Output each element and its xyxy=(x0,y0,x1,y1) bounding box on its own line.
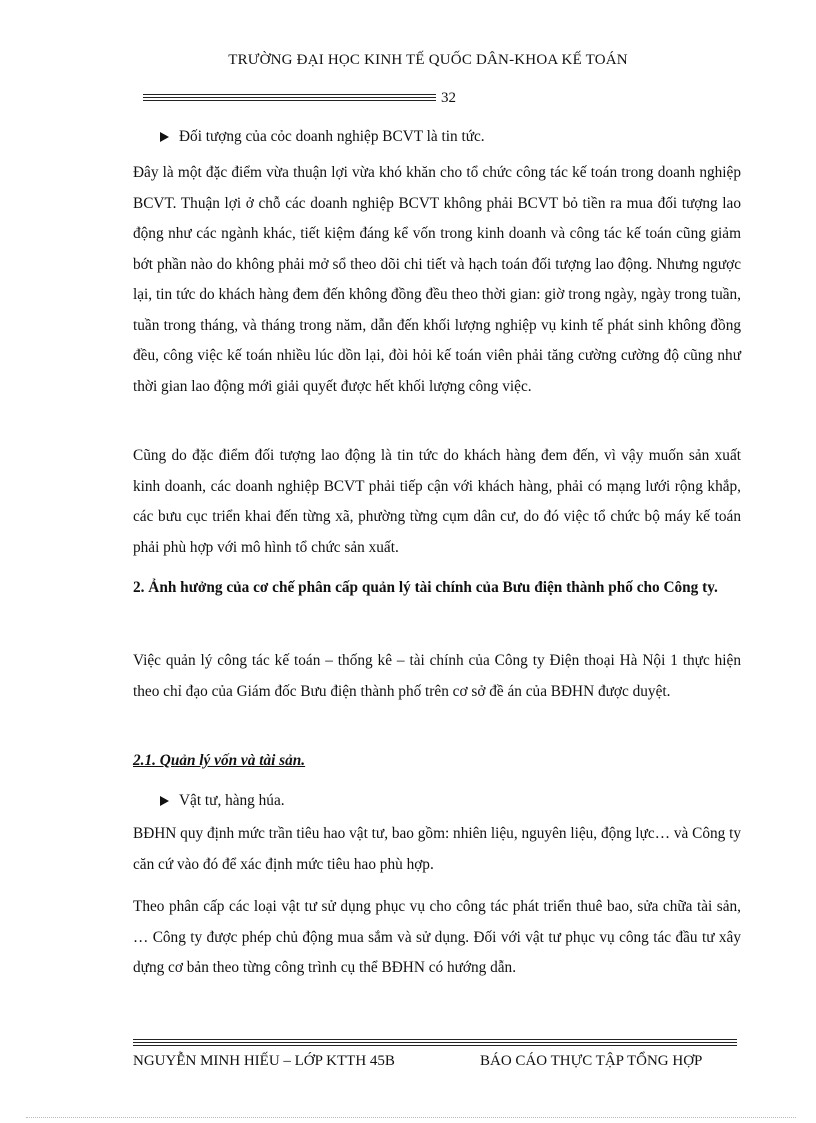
bullet-item xyxy=(160,790,285,812)
subsection-heading: 2.1. Quản lý vốn và tài sản. xyxy=(133,752,306,769)
paragraph: Việc quản lý công tác kế toán – thống kê – tài chính của Công ty Điện thoại Hà Nội 1 thực hiện theo chỉ đạo của Giám đốc Bưu điện thành phố trên cơ sở đề án của BĐHN được duyệt. xyxy=(133,652,741,700)
paragraph: Theo phân cấp các loại vật tư sử dụng phục vụ cho công tác phát triển thuê bao, sửa chữa tài sản, … Công ty được phép chủ động mua sắm và sử dụng. Đối với vật tư phục vụ công tác đầu tư xây dựng cơ bản theo từng công trình cụ thể BĐHN có hướng dẫn. xyxy=(133,898,741,976)
bullet-item xyxy=(160,126,485,148)
header-rule-row xyxy=(143,92,473,108)
footer-author: NGUYỄN MINH HIẾU – LỚP KTTH 45B xyxy=(133,1053,395,1069)
bullet-text: Vật tư, hàng húa. xyxy=(179,792,285,809)
header-divider xyxy=(143,94,436,103)
arrow-bullet-icon xyxy=(160,132,169,142)
paragraph: Đây là một đặc điểm vừa thuận lợi vừa khó khăn cho tổ chức công tác kế toán trong doanh nghiệp BCVT. Thuận lợi ở chỗ các doanh nghiệp BCVT không phải BCVT bỏ tiền ra mua đối tượng lao động như các ngành khác, tiết kiệm đáng kể vốn trong kinh doanh và công tác kế toán cũng giảm bớt phần nào do không phải mở sổ theo dõi chi tiết và hạch toán đối tượng lao động. Nhưng ngược lại, tin tức do khách hàng đem đến không đồng đều theo thời gian: giờ trong ngày, ngày trong tuần, tuần trong tháng, và tháng trong năm, dẫn đến khối lượng nghiệp vụ kinh tế phát sinh không đồng đều, công việc kế toán nhiều lúc dồn lại, đòi hỏi kế toán viên phải tăng cường cường độ cũng như thời gian lao động mới giải quyết được hết khối lượng công việc. xyxy=(133,164,741,395)
footer-report-title: BÁO CÁO THỰC TẬP TỔNG HỢP xyxy=(480,1053,703,1069)
footer-divider xyxy=(133,1039,737,1048)
paragraph: BĐHN quy định mức trần tiêu hao vật tư, bao gồm: nhiên liệu, nguyên liệu, động lực… và Công ty căn cứ vào đó để xác định mức tiêu hao phù hợp. xyxy=(133,825,741,873)
paragraph: Cũng do đặc điểm đối tượng lao động là tin tức do khách hàng đem đến, vì vậy muốn sản xuất kinh doanh, các doanh nghiệp BCVT phải tiếp cận với khách hàng, phải có mạng lưới rộng khắp, các bưu cục triển khai đến từng xã, phường từng cụm dân cư, do đó việc tổ chức bộ máy kế toán phải phù hợp với mô hình tổ chức sản xuất. xyxy=(133,447,741,556)
header-title: TRƯỜNG ĐẠI HỌC KINH TẾ QUỐC DÂN-KHOA KẾ TOÁN xyxy=(228,52,628,68)
arrow-bullet-icon xyxy=(160,796,169,806)
page-number: 32 xyxy=(441,90,456,106)
section-heading: 2. Ảnh hưởng của cơ chế phân cấp quản lý tài chính của Bưu điện thành phố cho Công ty. xyxy=(133,579,718,596)
bullet-text: Đối tượng của cỏc doanh nghiệp BCVT là tin tức. xyxy=(179,128,485,145)
page-edge-divider xyxy=(26,1117,796,1118)
